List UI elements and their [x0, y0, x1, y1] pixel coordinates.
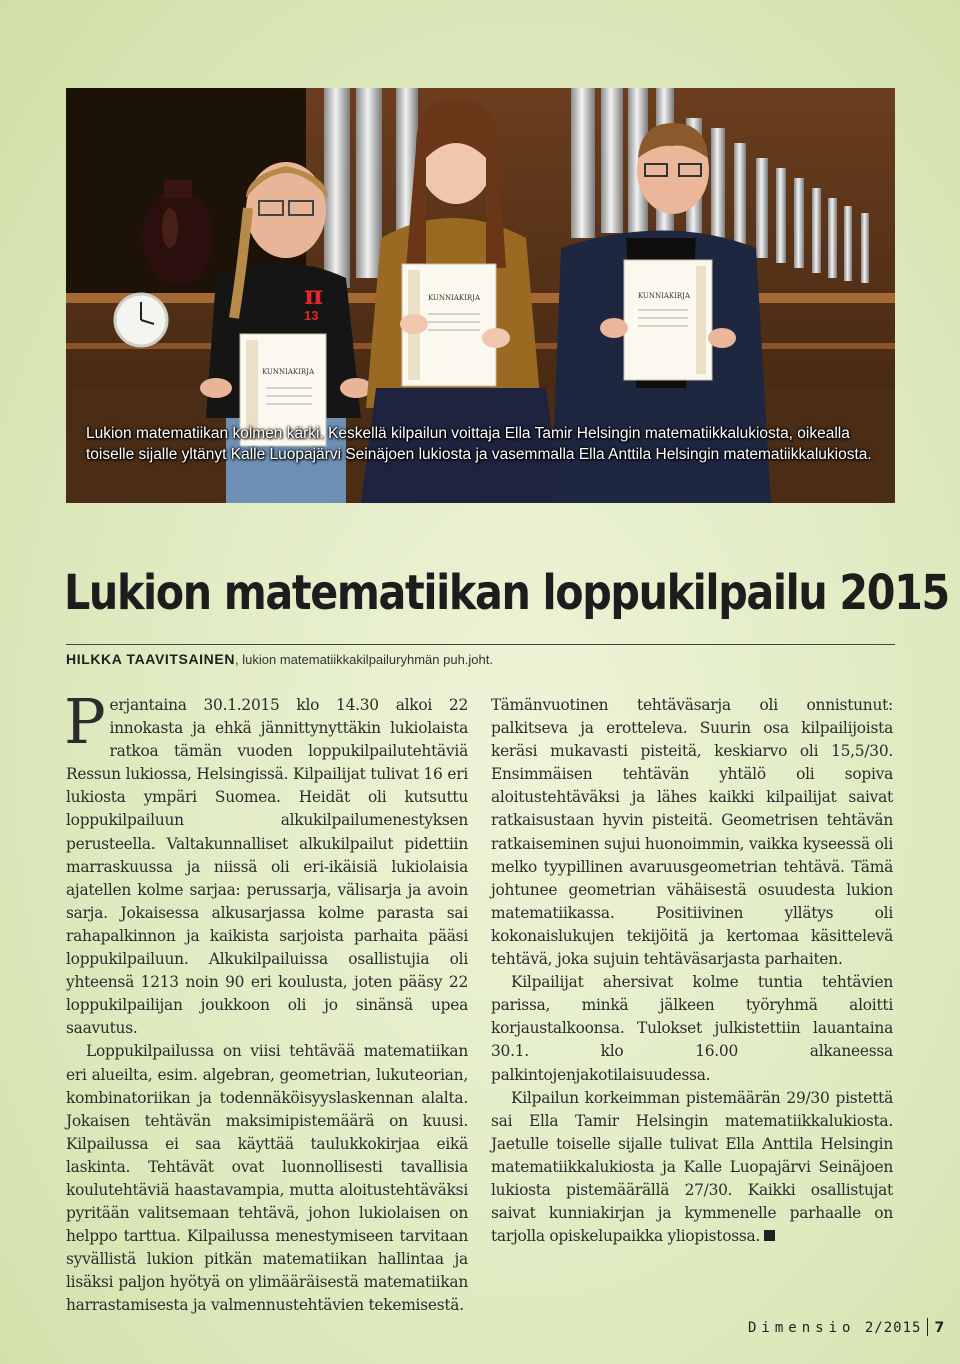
page-number: 7: [934, 1320, 946, 1336]
magazine-name: Dimensio: [748, 1320, 856, 1336]
page-footer: [748, 1318, 945, 1336]
paragraph-text: Kilpailun korkeimman pistemäärän 29/30 pistettä sai Ella Tamir Helsingin matematiikkalukiosta. Jaetulle toiselle sijalle tulivat Ella Anttila Helsingin matematiikkalukiosta ja Kalle Luopajärvi Seinäjoen lukiosta pistemäärällä 27/30. Kaikki osallistujat saivat kunniakirjan ja kymmenelle parhaalle on tarjolla opiskelupaikka yliopistossa.: [491, 1088, 893, 1246]
certificate-right: [624, 260, 712, 380]
paragraph: [64, 685, 468, 1040]
shirt-symbol: π: [304, 281, 324, 311]
shirt-number: 13: [304, 308, 319, 323]
hand: [482, 328, 510, 348]
hand: [708, 328, 736, 348]
end-mark-icon: [764, 1230, 775, 1241]
paragraph: Tämänvuotinen tehtäväsarja oli onnistunut: palkitseva ja erotteleva. Suurin osa kilpailijoista keräsi mukavasti pisteitä, keskiarvo oli 15,5/30. Ensimmäisen tehtävän yhtälö oli sopiva aloitustehtäväksi ja lähes kaikki kilpailijat saivat ratkaisustaan hyvin pisteitä. Geometrisen tehtävän ratkaiseminen sujui huonoimmin, vaikka kyseessä oli melko tyypillinen avaruusgeometrian tehtävä. Tämä johtunee geometrian vähäisestä osuudesta lukion matematiikassa. Positiivinen yllätys oli kokonaislukujen tekijöitä ja kertomaa käsittelevä tehtävä, joka sujuin tehtäväsarjasta parhaiten.: [491, 696, 893, 969]
author-role: , lukion matematiikkakilpailuryhmän puh.joht.: [235, 652, 493, 667]
paragraph-text: erjantaina 30.1.2015 klo 14.30 alkoi 22 innokasta ja ehkä jännittynyttäkin lukiolaista ratkoa tämän vuoden loppukilpailutehtäviä Ressun lukiossa, Helsingissä. Kilpailijat tulivat 16 eri lukiosta ympäri Suomea. Heidät oli kutsuttu loppukilpailuun alkukilpailumenestyksen perusteella. Valtakunnalliset alkukilpailut pidettiin marraskuussa ja niissä oli eri-ikäisiä lukiolaisia ajatellen kolme sarjaa: perussarja, välisarja ja avoin sarja. Jokaisessa alkusarjassa kolme parasta sai rahapalkinnon ja kaikista sarjoista parhaita pääsi loppukilpailuun. Alkukilpailuissa osallistujia oli yhteensä 1213 noin 90 eri koulusta, joten pääsy 22 loppukilpailijan joukkoon oli jo sinänsä upea saavutus.: [66, 696, 468, 1038]
article-column-right: [491, 694, 893, 1248]
article-column-left: [64, 685, 468, 1318]
certificate-right-label: KUNNIAKIRJA: [637, 292, 691, 300]
article-photo: [66, 88, 895, 503]
article-title: Lukion matematiikan loppukilpailu 2015: [64, 565, 949, 621]
hand: [600, 318, 628, 338]
certificate-left-label: KUNNIAKIRJA: [261, 368, 315, 376]
photo-caption: Lukion matematiikan kolmen kärki. Keskellä kilpailun voittaja Ella Tamir Helsingin matematiikkalukiosta, oikealla toiselle sijalle yltänyt Kalle Luopajärvi Seinäjoen lukiosta ja vasemmalla Ella Anttila Helsingin matematiikkalukiosta.: [86, 425, 872, 463]
wall-clock: [115, 294, 167, 346]
certificate-middle-label: KUNNIAKIRJA: [427, 294, 481, 302]
hand: [400, 314, 428, 334]
byline: [66, 651, 895, 667]
author-name: HILKKA TAAVITSAINEN: [66, 651, 236, 667]
title-divider: [66, 644, 895, 645]
paragraph: [491, 1087, 893, 1249]
drop-cap: P: [64, 685, 106, 758]
issue-number: 2/2015: [864, 1320, 922, 1336]
paragraph: Loppukilpailussa on viisi tehtävää matematiikan eri alueilta, esim. algebran, geometrian, lukuteorian, kombinatoriikan ja todennäköisyyslaskennan alalta. Jokaisen tehtävän maksimipistemäärä on kuusi. Kilpailussa ei saa käyttää taulukkokirjaa eikä laskinta. Tehtävät ovat luonnollisesti tavallisia koulutehtäviä haastavampia, mutta aloitustehtäväksi pyritään valitsemaan tehtävä, johon lukiolaisen on helppo tarttua. Kilpailussa menestymiseen tarvitaan syvällistä lukion pitkän matematiikan hallintaa ja lisäksi paljon hyötyä on ylimääräisestä matematiikan harrastamisesta ja valmennustehtävien tekemisestä.: [66, 1042, 468, 1315]
paragraph: Kilpailijat ahersivat kolme tuntia tehtävien parissa, minkä jälkeen työryhmä aloitti korjaustalkoonsa. Tulokset julkistettiin lauantaina 30.1. klo 16.00 alkaneessa palkintojenjakotilaisuudessa.: [491, 973, 893, 1084]
footer-divider: [927, 1318, 928, 1336]
